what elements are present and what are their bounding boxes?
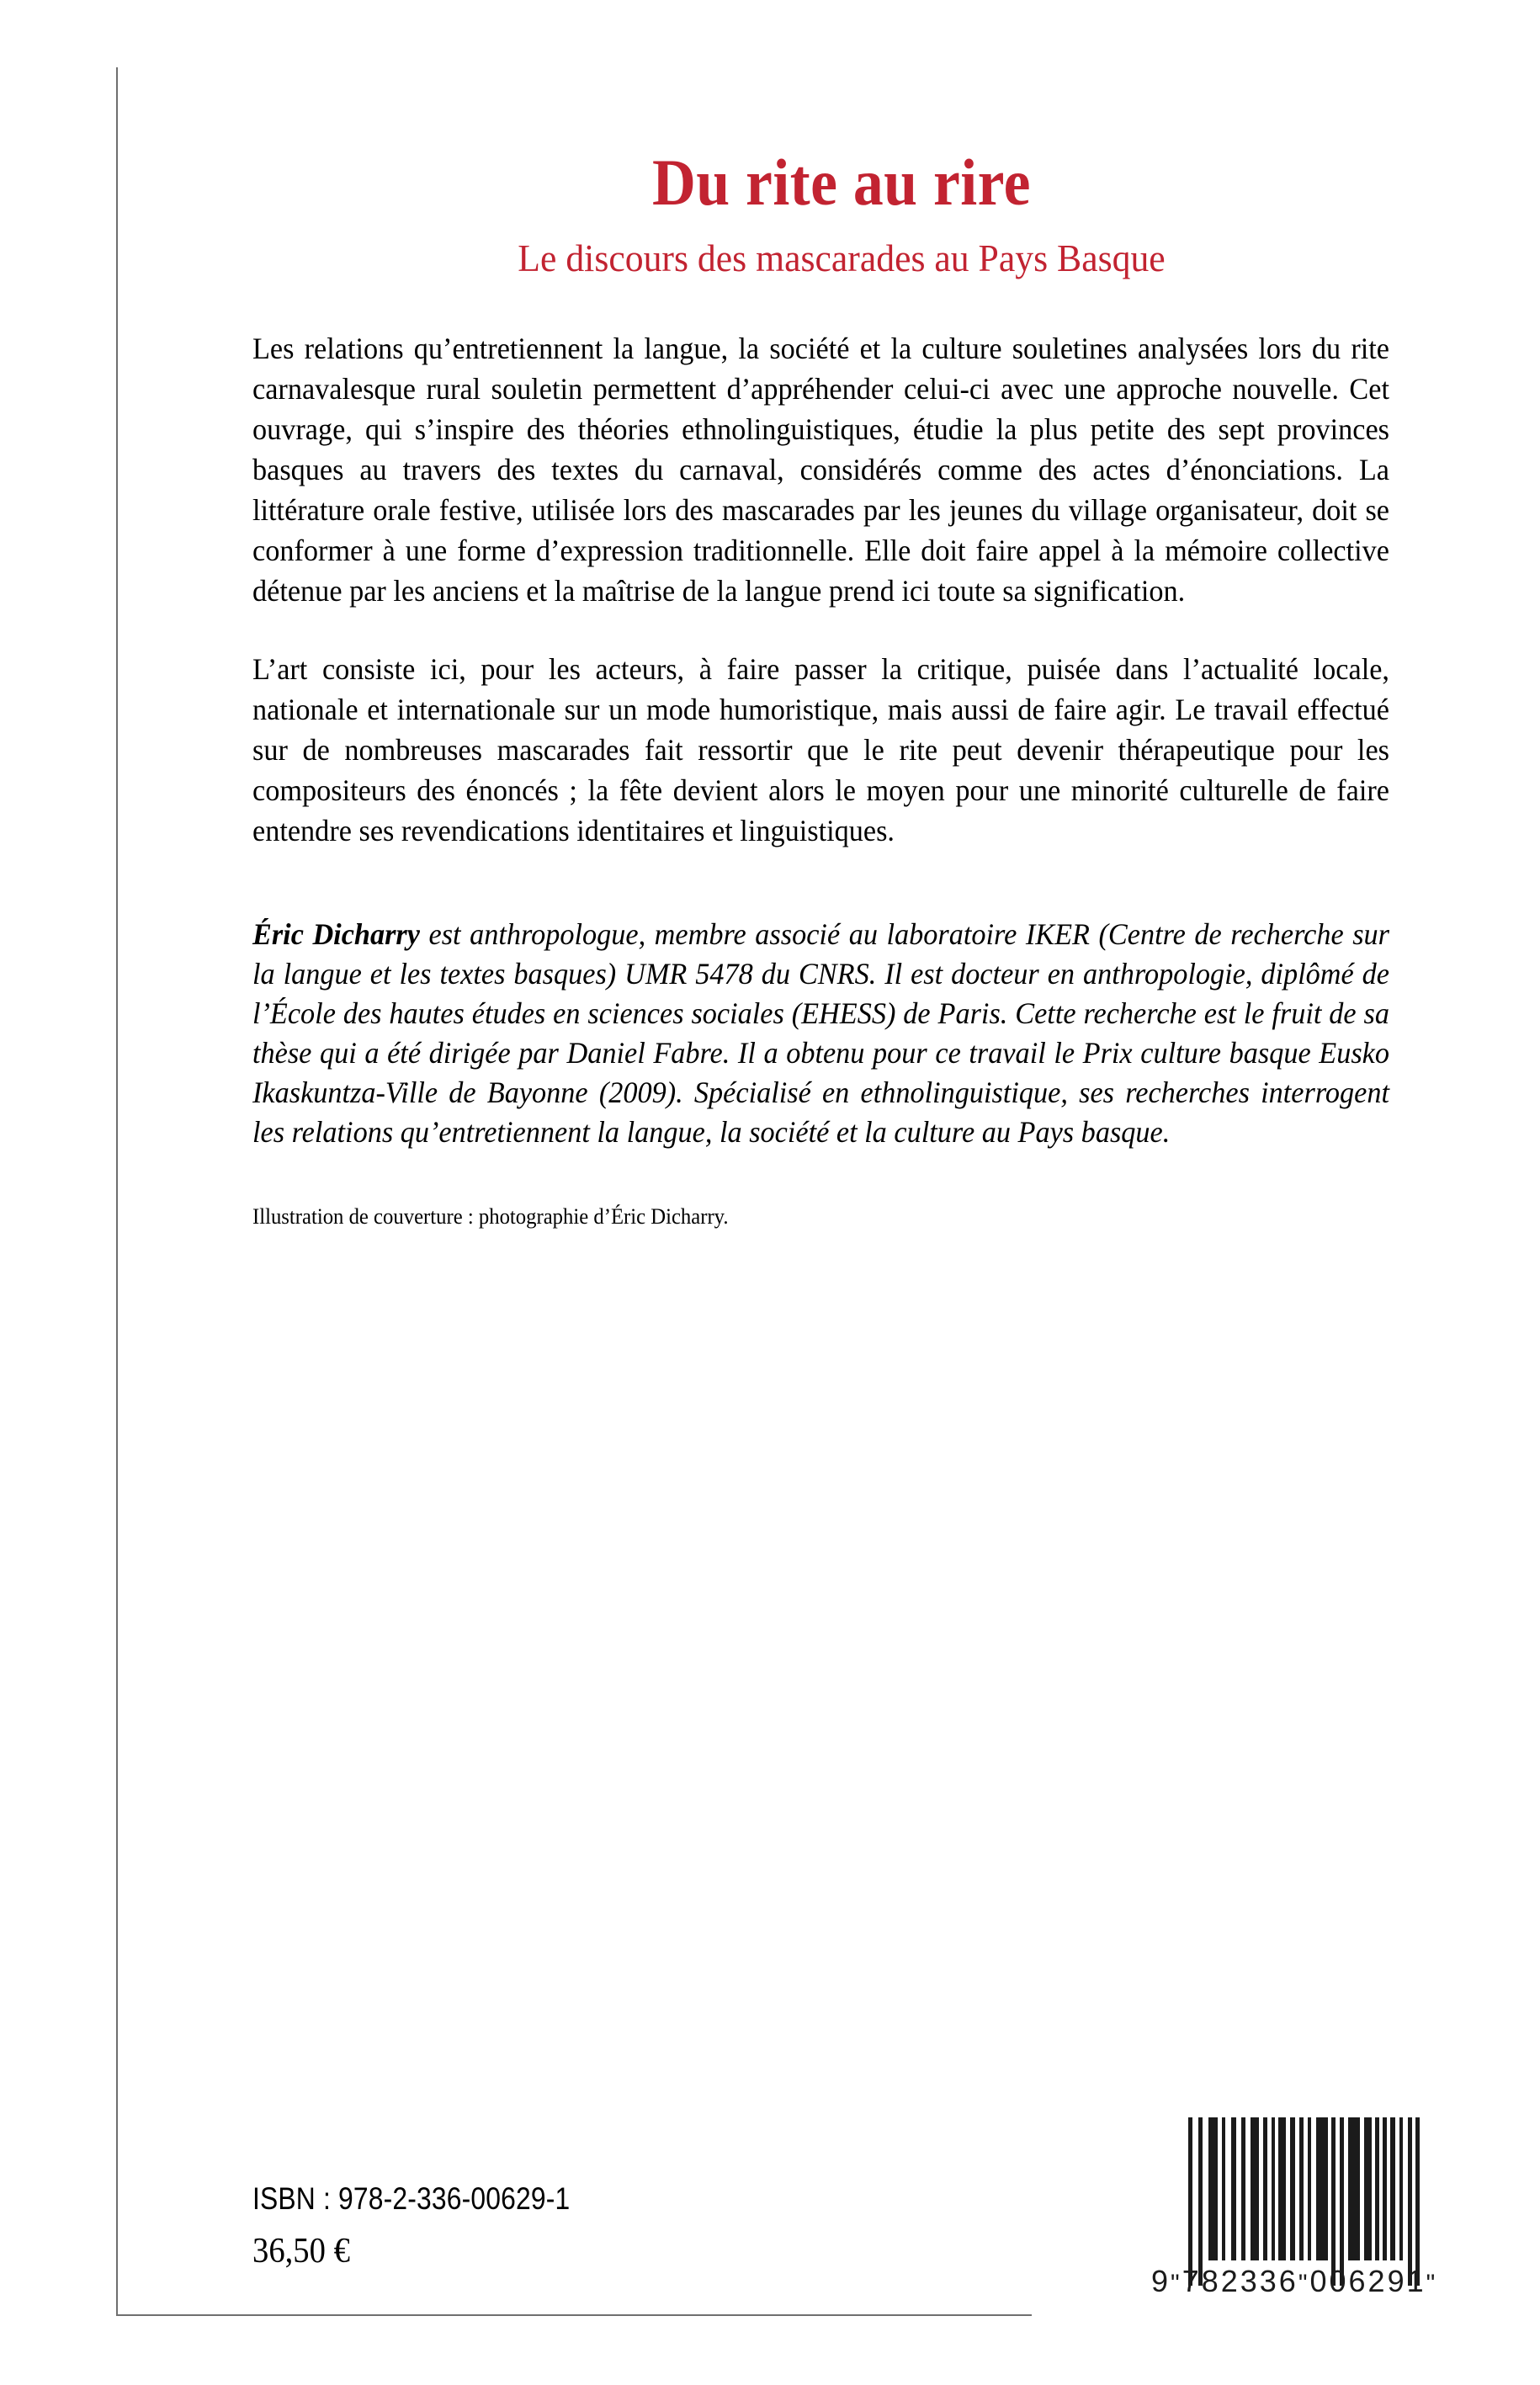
barcode-quiet-marker-left: ": [1171, 2270, 1182, 2297]
barcode-quiet-marker-mid: ": [1298, 2270, 1310, 2297]
cover-illustration-credit: Illustration de couverture : photographie d’Éric Dicharry.: [252, 1203, 729, 1229]
blurb-paragraph-2: L’art consiste ici, pour les acteurs, à faire passer la critique, puisée dans l’actualité locale, nationale et internationale sur un mode humoristique, mais aussi de faire agir. Le travail effectué sur de nombreuses mascarades fait ressortir que le rite peut devenir thérapeutique pour les compositeurs des énoncés ; la fête devient alors le moyen pour une minorité culturelle de faire entendre ses revendications identitaires et linguistiques.: [252, 651, 1389, 847]
blurb-paragraph-1: Les relations qu’entretiennent la langue, la société et la culture souletines analysées lors du rite carnavalesque rural souletin permettent d’appréhender celui-ci avec une approche nouvelle. Cet ouvrage, qui s’inspire des théories ethnolinguistiques, étudie la plus petite des sept provinces basques au travers des textes du carnaval, considérés comme des actes d’énonciations. La littérature orale festive, utilisée lors des mascarades par les jeunes du village organisateur, doit se conformer à une forme d’expression traditionnelle. Elle doit faire appel à la mémoire collective détenue par les anciens et la maîtrise de la langue prend ici toute sa signification.: [252, 331, 1389, 608]
barcode-right-group: 006291: [1309, 2264, 1426, 2298]
barcode-lead-digit: 9: [1151, 2264, 1171, 2298]
author-bio-text: est anthropologue, membre associé au laboratoire IKER (Centre de recherche sur la langue et les textes basques) UMR 5478 du CNRS. Il est docteur en anthropologie, diplômé de l’École des hautes études en sciences sociales (EHESS) de Paris. Cette recherche est le fruit de sa thèse qui a été dirigée par Daniel Fabre. Il a obtenu pour ce travail le Prix culture basque Eusko Ikaskuntza-Ville de Bayonne (2009). Spécialisé en ethnolinguistique, ses recherches interrogent les relations qu’entretiennent la langue, la société et la culture au Pays basque.: [252, 916, 1390, 1149]
back-cover-content: [252, 0, 1431, 1231]
isbn-text: ISBN : 978-2-336-00629-1: [252, 2181, 571, 2216]
isbn-price-block: [252, 2180, 926, 2274]
page-border-bottom: [116, 2314, 1032, 2316]
author-name: Éric Dicharry: [252, 916, 420, 951]
page-border-left: [116, 67, 118, 2316]
barcode-quiet-marker-right: ": [1426, 2270, 1438, 2297]
price-text: 36,50 €: [252, 2232, 350, 2271]
author-bio: [252, 851, 1389, 1152]
page-title: Du rite au rire: [652, 146, 1031, 219]
title-block: [252, 0, 1431, 280]
book-subtitle: Le discours des mascarades au Pays Basque: [518, 236, 1166, 279]
barcode-left-group: 782336: [1182, 2264, 1298, 2298]
barcode-human-readable: [1151, 2264, 1438, 2299]
